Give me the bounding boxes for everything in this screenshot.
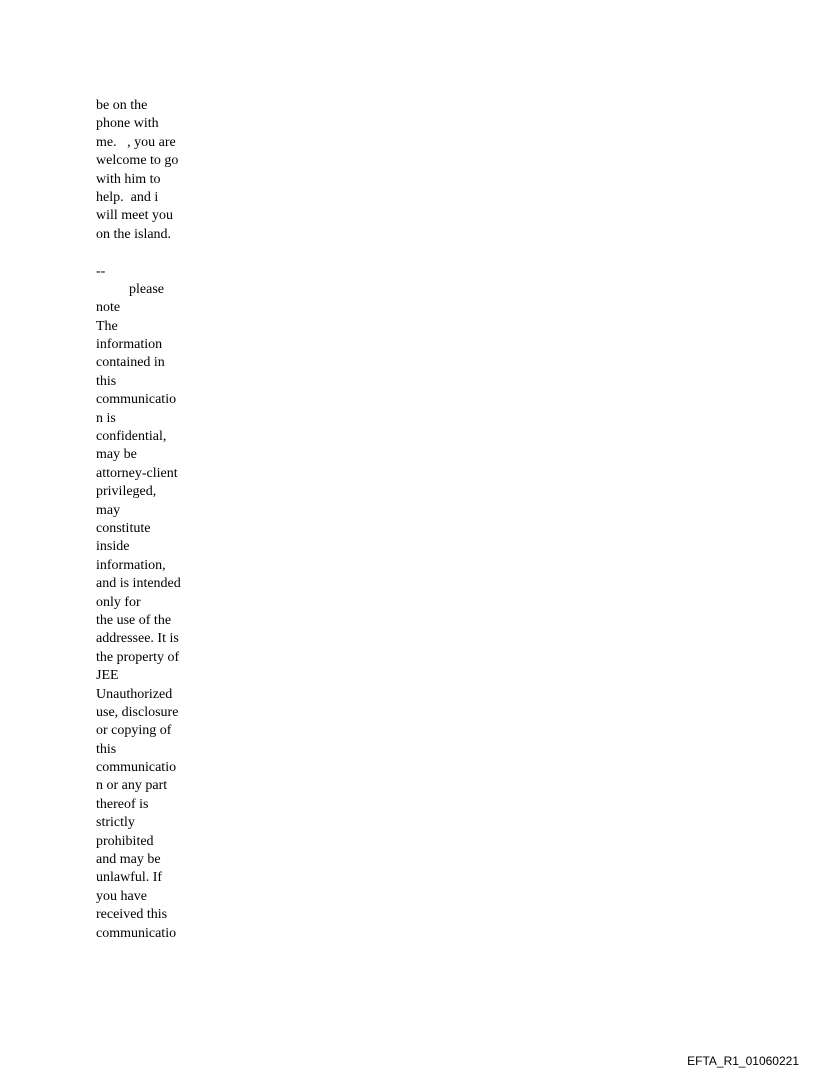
disclaimer-line: may xyxy=(96,502,121,518)
disclaimer-line: information, xyxy=(96,557,166,573)
disclaimer-line: or copying of xyxy=(96,723,172,739)
message-line: will meet you xyxy=(96,208,173,224)
disclaimer-line: prohibited xyxy=(96,833,154,849)
message-block xyxy=(96,97,206,244)
disclaimer-line: please xyxy=(129,281,164,297)
disclaimer-line: n or any part xyxy=(96,778,168,794)
disclaimer-line: you have xyxy=(96,888,147,904)
disclaimer-line: attorney-client xyxy=(96,465,178,481)
disclaimer-line: confidential, xyxy=(96,429,167,445)
disclaimer-line: and may be xyxy=(96,852,161,868)
disclaimer-line: may be xyxy=(96,447,137,463)
message-line: on the island. xyxy=(96,226,172,242)
disclaimer-line: privileged, xyxy=(96,484,157,500)
disclaimer-line: note xyxy=(96,300,121,316)
message-line: me. , you are xyxy=(96,134,176,150)
disclaimer-line: The xyxy=(96,318,118,334)
disclaimer-line: contained in xyxy=(96,355,165,371)
disclaimer-line: JEE xyxy=(96,668,119,684)
disclaimer-line: n is xyxy=(96,410,116,426)
disclaimer-line: strictly xyxy=(96,815,135,831)
disclaimer-line: unlawful. If xyxy=(96,870,163,886)
message-line: help. and i xyxy=(96,189,159,205)
message-line: be on the xyxy=(96,98,148,113)
spacer xyxy=(96,244,206,262)
disclaimer-line: communicatio xyxy=(96,760,177,776)
disclaimer-line: this xyxy=(96,741,117,757)
message-line: with him to xyxy=(96,171,161,187)
disclaimer-line: constitute xyxy=(96,520,151,536)
disclaimer-line: inside xyxy=(96,539,130,555)
disclaimer-line: information xyxy=(96,337,163,353)
email-body xyxy=(96,97,206,943)
signature-separator: -- xyxy=(96,263,106,279)
disclaimer-line: Unauthorized xyxy=(96,686,173,702)
message-line: phone with xyxy=(96,116,159,132)
disclaimer-line: communicatio xyxy=(96,925,177,941)
message-line: welcome to go xyxy=(96,153,179,169)
disclaimer-line: the property of xyxy=(96,649,180,665)
disclaimer-line: this xyxy=(96,373,117,389)
confidentiality-disclaimer xyxy=(96,281,206,943)
disclaimer-line: addressee. It is xyxy=(96,631,179,647)
disclaimer-line: only for xyxy=(96,594,141,610)
disclaimer-line: and is intended xyxy=(96,576,181,592)
document-id: EFTA_R1_01060221 xyxy=(687,1054,799,1068)
disclaimer-line: use, disclosure xyxy=(96,704,179,720)
disclaimer-line: the use of the xyxy=(96,612,172,628)
disclaimer-line: thereof is xyxy=(96,796,149,812)
disclaimer-line: communicatio xyxy=(96,392,177,408)
disclaimer-line: received this xyxy=(96,907,168,923)
